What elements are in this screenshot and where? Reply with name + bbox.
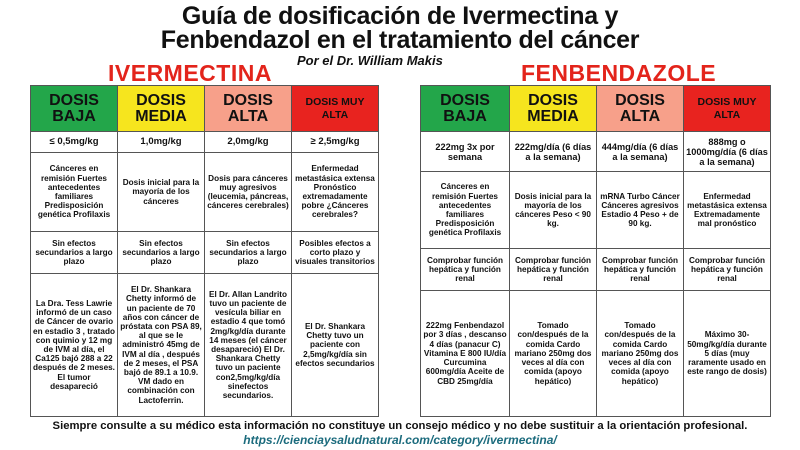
source-link[interactable]: https://cienciaysaludnatural.com/category/ivermectina/ — [243, 433, 557, 447]
fbz-dose-high: 444mg/día (6 días a la semana) — [597, 132, 684, 172]
fbz-protocol-medium: Tomado con/después de la comida Cardo mariano 250mg dos veces al día con comida (apoyo hepático) — [510, 291, 597, 417]
ivm-case-very-high: El Dr. Shankara Chetty tuvo un paciente con 2,5mg/kg/día sin efectos secundarios — [292, 274, 379, 417]
fbz-monitor-low: Comprobar función hepática y función renal — [421, 249, 510, 291]
ivm-indication-medium: Dosis inicial para la mayoría de los cánceres — [118, 153, 205, 232]
ivm-case-high: El Dr. Allan Landrito tuvo un paciente de vesícula biliar en estadio 4 que tomó 2mg/kg/día durante 14 meses (el cáncer desapareció) El Dr. Shankara Chetty tuvo un paciente con2,5mg/kg/día sinefectos secundarios. — [205, 274, 292, 417]
ivm-case-medium: El Dr. Shankara Chetty informó de un paciente de 70 años con cáncer de próstata con PSA 89, al que se le administró 45mg de IVM al día , después de 2 meses, el PSA bajó de 89.1 a 10.9. VM dado en combinación con Lactoferrin. — [118, 274, 205, 417]
ivm-indication-high: Dosis para cánceres muy agresivos (leucemia, páncreas, cánceres cerebrales) — [205, 153, 292, 232]
ivm-dose-medium: 1,0mg/kg — [118, 132, 205, 153]
fbz-indication-high: mRNA Turbo Cáncer Cánceres agresivos Estadio 4 Peso + de 90 kg. — [597, 172, 684, 249]
fbz-indication-low: Cánceres en remisión Fuertes antecedentes familiares Predisposición genética Profilaxis — [421, 172, 510, 249]
ivm-effects-high: Sin efectos secundarios a largo plazo — [205, 232, 292, 274]
ivermectina-table — [30, 85, 379, 417]
fenbendazole-heading: FENBENDAZOLE — [521, 60, 717, 86]
fbz-header-medium: DOSIS MEDIA — [510, 86, 597, 132]
ivm-dose-low: ≤ 0,5mg/kg — [31, 132, 118, 153]
fbz-protocol-high: Tomado con/después de la comida Cardo mariano 250mg dos veces al día con comida (apoyo hepático) — [597, 291, 684, 417]
fenbendazole-table — [420, 85, 771, 417]
fbz-header-low: DOSIS BAJA — [421, 86, 510, 132]
fbz-protocol-very-high: Máximo 30-50mg/kg/día durante 5 días (muy raramente usado en este rango de dosis) — [684, 291, 771, 417]
page-title-line2: Fenbendazol en el tratamiento del cáncer — [160, 26, 640, 54]
fbz-header-high: DOSIS ALTA — [597, 86, 684, 132]
fbz-monitor-high: Comprobar función hepática y función renal — [597, 249, 684, 291]
ivm-dose-very-high: ≥ 2,5mg/kg — [292, 132, 379, 153]
disclaimer: Siempre consulte a su médico esta información no constituye un consejo médico y no debe sustituir a la orientación profesional. — [52, 420, 748, 432]
ivm-header-very-high: DOSIS MUY ALTA — [292, 86, 379, 132]
ivm-header-high: DOSIS ALTA — [205, 86, 292, 132]
fbz-indication-medium: Dosis inicial para la mayoría de los cánceres Peso < 90 kg. — [510, 172, 597, 249]
page-title-line1: Guía de dosificación de Ivermectina y — [181, 2, 619, 30]
ivermectina-heading: IVERMECTINA — [108, 60, 272, 86]
ivm-effects-medium: Sin efectos secundarios a largo plazo — [118, 232, 205, 274]
ivm-effects-very-high: Posibles efectos a corto plazo y visuales transitorios — [292, 232, 379, 274]
ivm-case-low: La Dra. Tess Lawrie informó de un caso de Cáncer de ovario en estadio 3 , tratado con quimio y 12 mg de IVM al día, el Ca125 bajó 288 a 22 después de 2 meses. El tumor desapareció — [31, 274, 118, 417]
fbz-monitor-very-high: Comprobar función hepática y función renal — [684, 249, 771, 291]
fbz-dose-low: 222mg 3x por semana — [421, 132, 510, 172]
ivm-header-low: DOSIS BAJA — [31, 86, 118, 132]
ivm-effects-low: Sin efectos secundarios a largo plazo — [31, 232, 118, 274]
fbz-protocol-low: 222mg Fenbendazol por 3 días , descanso 4 días (panacur C) Vitamina E 800 IU/día Curcumina 600mg/día Aceite de CBD 25mg/día — [421, 291, 510, 417]
fbz-monitor-medium: Comprobar función hepática y función renal — [510, 249, 597, 291]
ivm-indication-low: Cánceres en remisión Fuertes antecedentes familiares Predisposición genética Profilaxis — [31, 153, 118, 232]
author: Por el Dr. William Makis — [297, 53, 443, 68]
ivm-header-medium: DOSIS MEDIA — [118, 86, 205, 132]
fbz-indication-very-high: Enfermedad metastásica extensa Extremadamente mal pronóstico — [684, 172, 771, 249]
fbz-header-very-high: DOSIS MUY ALTA — [684, 86, 771, 132]
ivm-dose-high: 2,0mg/kg — [205, 132, 292, 153]
fbz-dose-very-high: 888mg o 1000mg/día (6 días a la semana) — [684, 132, 771, 172]
ivm-indication-very-high: Enfermedad metastásica extensa Pronóstico extremadamente pobre ¿Cánceres cerebrales? — [292, 153, 379, 232]
fbz-dose-medium: 222mg/día (6 días a la semana) — [510, 132, 597, 172]
